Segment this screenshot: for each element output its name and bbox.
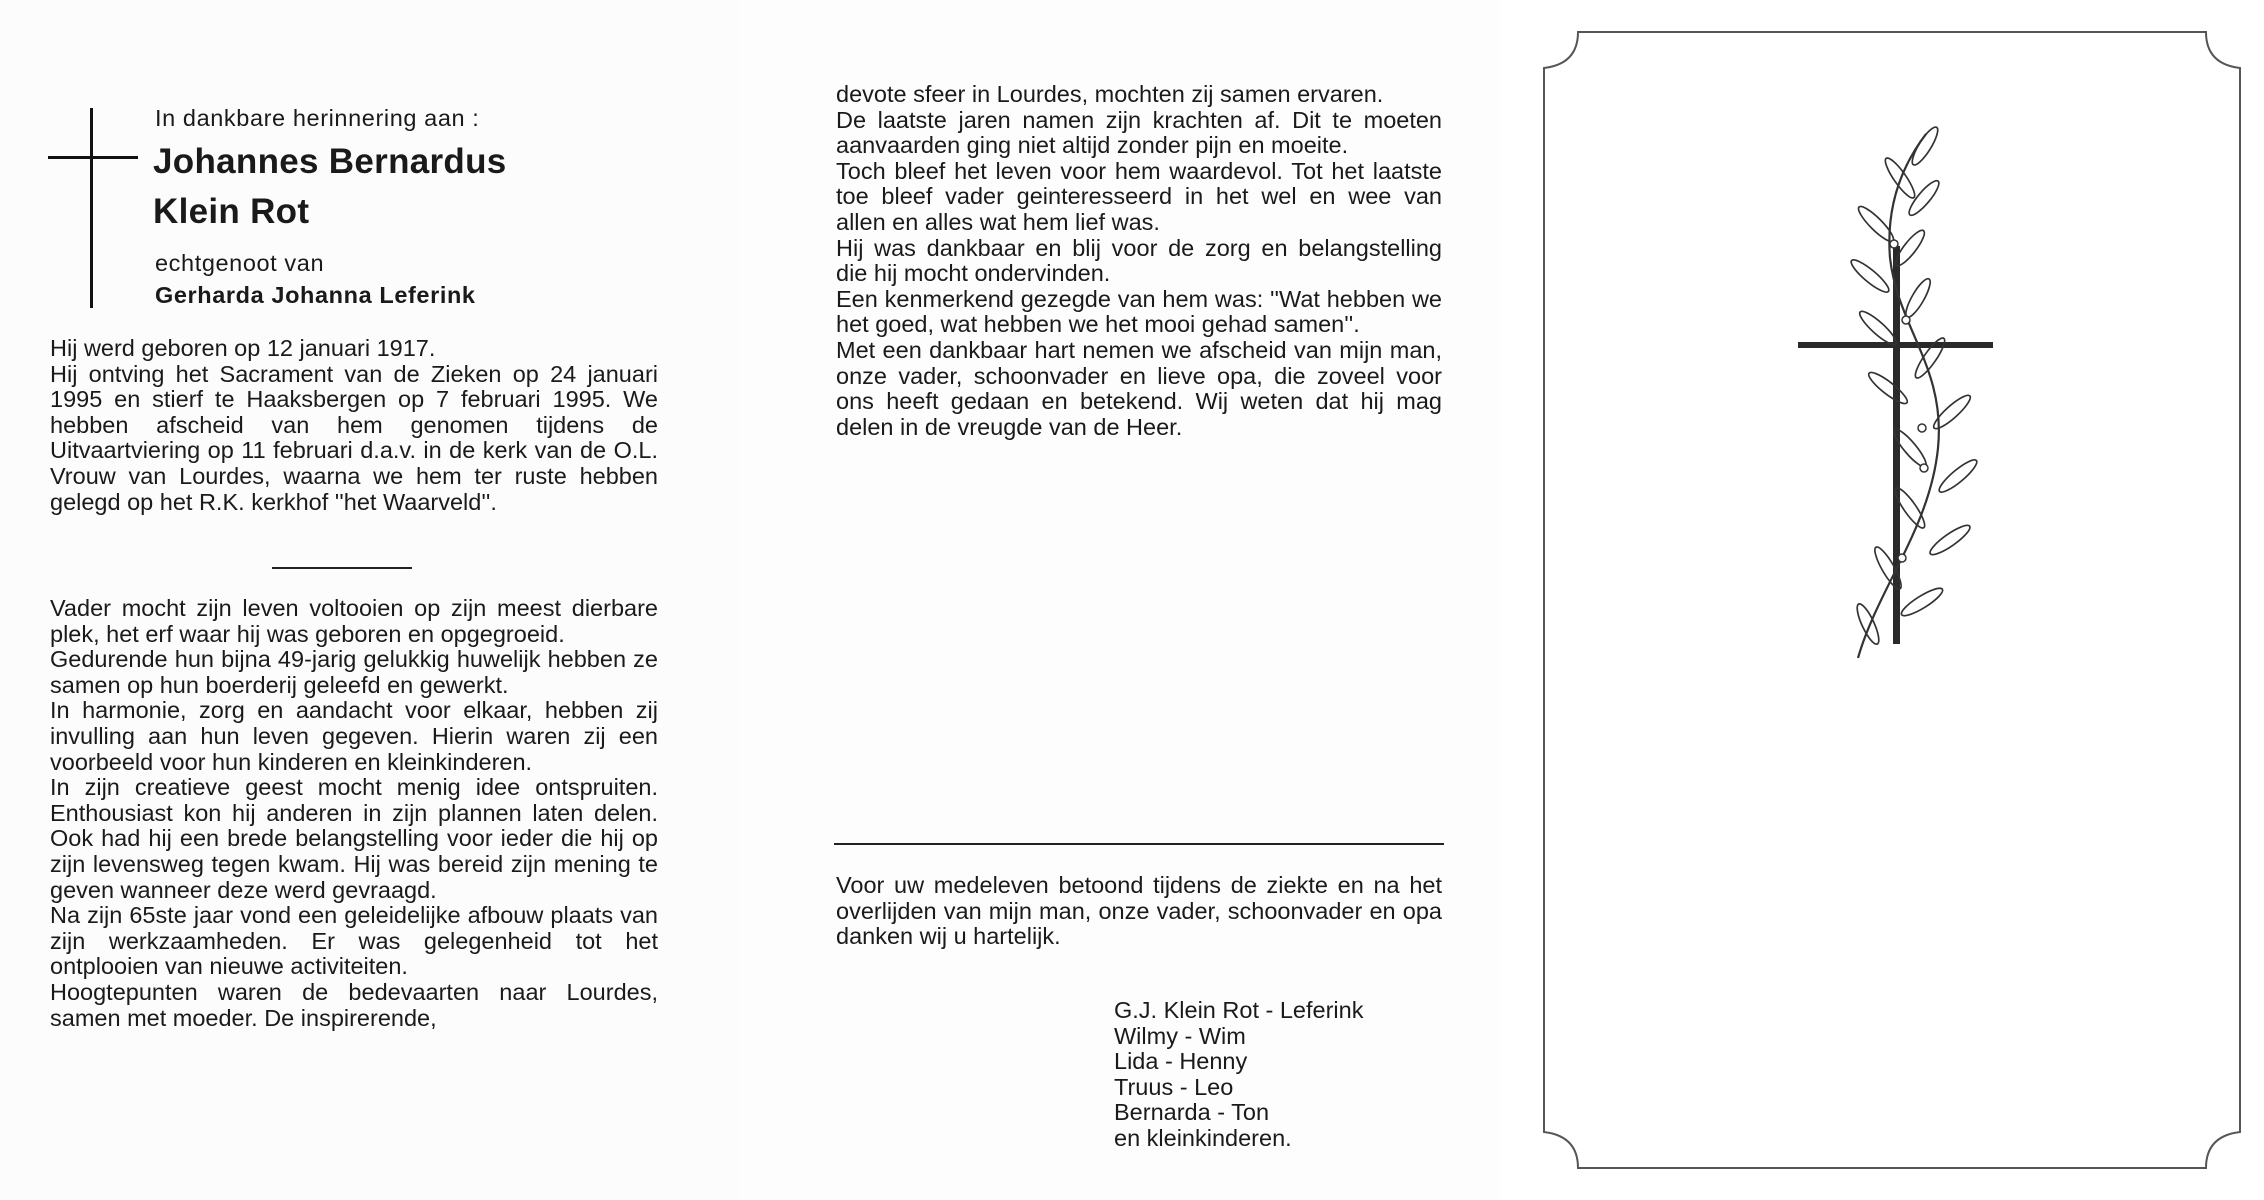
card-left-panel xyxy=(0,0,740,1200)
section-divider xyxy=(834,843,1444,845)
spouse-name: Gerharda Johanna Leferink xyxy=(155,282,476,308)
life-story-continuation: devote sfeer in Lourdes, mochten zij samen ervaren. De laatste jaren namen zijn krachten af. Dit te moeten aanvaarden ging niet altijd zonder pijn en moeite. Toch bleef het leven voor hem waardevol. Tot het laatste toe bleef vader geinteresseerd in het wel en wee van allen en alles wat hem lief was. Hij was dankbaar en blij voor de zorg en belangstelling die hij mocht ondervinden. Een kenmerkend gezegde van hem was: ''Wat hebben we het goed, wat hebben we het mooi gehad samen''. Met een dankbaar hart nemen we afscheid van mijn man, onze vader, schoonvader en lieve opa, die zoveel voor ons heeft gedaan en betekend. Wij weten dat hij mag delen in de vreugde van de Heer. xyxy=(836,81,1442,440)
family-signatures xyxy=(1114,998,1363,1152)
signature-line: Wilmy - Wim xyxy=(1114,1022,1246,1049)
latin-cross-icon xyxy=(90,108,93,308)
intro-line: In dankbare herinnering aan : xyxy=(155,105,480,131)
life-story-text: Vader mocht zijn leven voltooien op zijn meest dierbare plek, het erf waar hij was geboren en opgegroeid. Gedurende hun bijna 49-jarig gelukkig huwelijk hebben ze samen op hun boerderij geleefd en gewerkt. In harmonie, zorg en aandacht voor elkaar, hebben zij invulling aan hun leven gegeven. Hierin waren zij een voorbeeld voor hun kinderen en kleinkinderen. In zijn creatieve geest mocht menig idee ontspruiten. Enthousiast kon hij anderen in zijn plannen laten delen. Ook had hij een brede belangstelling voor ieder die hij op zijn levensweg tegen kwam. Hij was bereid zijn mening te geven wanneer deze werd gevraagd. Na zijn 65ste jaar vond een geleidelijke afbouw plaats van zijn werkzaamheden. Er was gelegenheid tot het ontplooien van nieuwe activiteiten. Hoogtepunten waren de bedevaarten naar Lourdes, samen met moeder. De inspirerende, xyxy=(50,595,658,1031)
biography-paragraph: Hij werd geboren op 12 januari 1917. Hij ontving het Sacrament van de Zieken op 24 januari 1995 en stierf te Haaksbergen op 7 februari 1995. We hebben afscheid van hem genomen tijdens de Uitvaartviering op 11 februari d.a.v. in de kerk van de O.L. Vrouw van Lourdes, waarna we hem ter ruste hebben gelegd op het R.K. kerkhof ''het Waarveld''. xyxy=(50,335,658,515)
deceased-surname: Klein Rot xyxy=(153,192,310,231)
signature-line: G.J. Klein Rot - Leferink xyxy=(1114,997,1364,1023)
signature-line: Lida - Henny xyxy=(1114,1048,1248,1075)
cross-with-olive-branch-icon xyxy=(1798,124,1993,658)
decorative-frame xyxy=(1538,28,2246,1172)
deceased-first-names: Johannes Bernardus xyxy=(153,142,507,181)
signature-line: Truus - Leo xyxy=(1114,1073,1234,1100)
section-divider xyxy=(272,567,412,569)
thank-you-text: Voor uw medeleven betoond tijdens de ziekte en na het overlijden van mijn man, onze vader, schoonvader en opa danken wij u hartelijk. xyxy=(836,872,1442,950)
signature-line: Bernarda - Ton xyxy=(1114,1099,1270,1126)
signature-line: en kleinkinderen. xyxy=(1114,1124,1292,1151)
spouse-label: echtgenoot van xyxy=(155,250,325,276)
latin-cross-icon-bar xyxy=(48,156,138,159)
